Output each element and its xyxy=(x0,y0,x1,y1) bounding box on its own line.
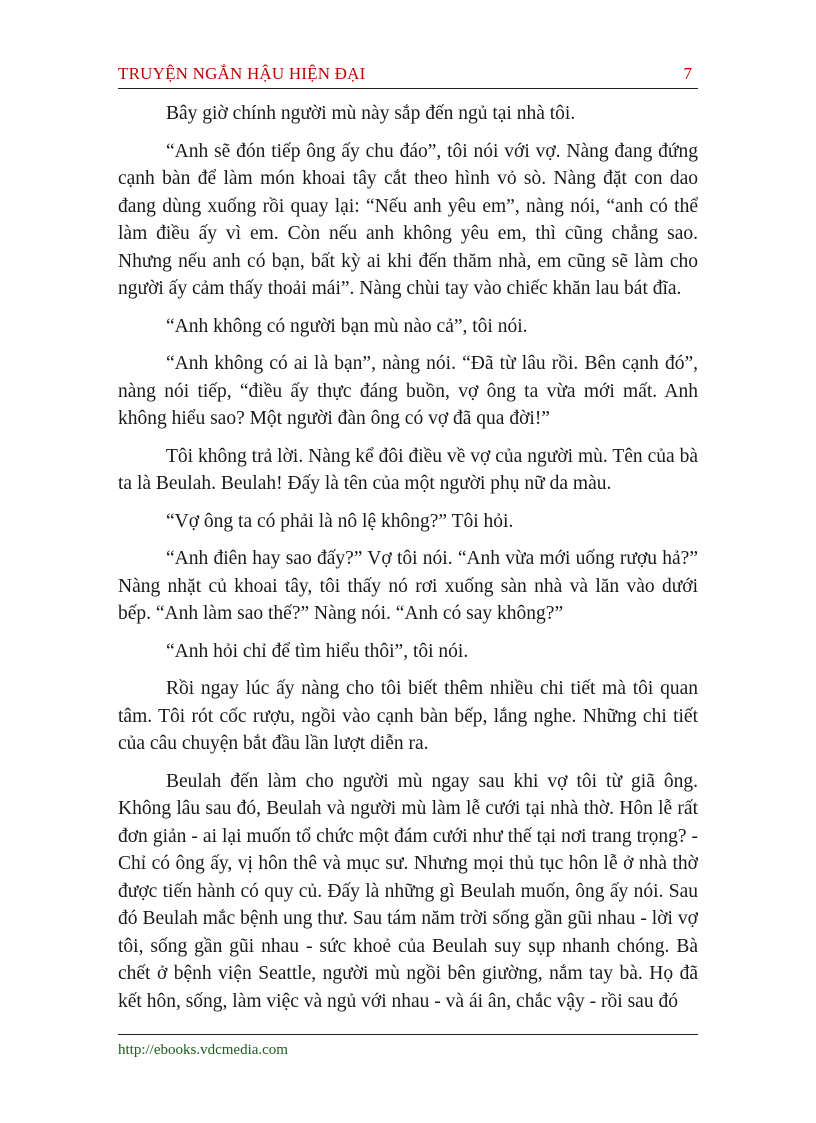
page-header xyxy=(118,64,698,89)
paragraph: “Anh không có người bạn mù nào cả”, tôi nói. xyxy=(166,315,528,337)
paragraph: “Anh điên hay sao đấy?” Vợ tôi nói. “Anh vừa mới uống rượu hả?” Nàng nhặt củ khoai tây, tôi thấy nó rơi xuống sàn nhà và lăn vào dưới bếp. “Anh làm sao thế?” Nàng nói. “Anh có say không?” xyxy=(118,548,698,624)
paragraph: “Anh sẽ đón tiếp ông ấy chu đáo”, tôi nói với vợ. Nàng đang đứng cạnh bàn để làm món khoai tây cắt theo hình vỏ sò. Nàng đặt con dao đang dùng xuống rồi quay lại: “Nếu anh yêu em”, nàng nói, “anh có thể làm điều ấy vì em. Còn nếu anh không yêu em, thì cũng chẳng sao. Nhưng nếu anh có bạn, bất kỳ ai khi đến thăm nhà, em cũng sẽ làm cho người ấy cảm thấy thoải mái”. Nàng chùi tay vào chiếc khăn lau bát đĩa. xyxy=(118,140,698,299)
paragraph: “Anh hỏi chỉ để tìm hiểu thôi”, tôi nói. xyxy=(166,640,469,662)
paragraph: “Anh không có ai là bạn”, nàng nói. “Đã từ lâu rồi. Bên cạnh đó”, nàng nói tiếp, “điều ấy thực đáng buồn, vợ ông ta vừa mới mất. Anh không hiểu sao? Một người đàn ông có vợ đã qua đời!” xyxy=(118,353,698,429)
running-title: TRUYỆN NGẮN HẬU HIỆN ĐẠI xyxy=(118,64,366,83)
paragraph: Bây giờ chính người mù này sắp đến ngủ tại nhà tôi. xyxy=(166,103,576,124)
page-footer xyxy=(118,1034,698,1059)
paragraph: Rồi ngay lúc ấy nàng cho tôi biết thêm nhiều chi tiết mà tôi quan tâm. Tôi rót cốc rượu, ngồi vào cạnh bàn bếp, lắng nghe. Những chi tiết của câu chuyện bắt đầu lần lượt diễn ra. xyxy=(118,678,698,754)
paragraph: “Vợ ông ta có phải là nô lệ không?” Tôi hỏi. xyxy=(166,510,514,532)
paragraph: Tôi không trả lời. Nàng kể đôi điều về vợ của người mù. Tên của bà ta là Beulah. Beulah! Đấy là tên của một người phụ nữ da màu. xyxy=(118,445,698,494)
paragraph: Beulah đến làm cho người mù ngay sau khi vợ tôi từ giã ông. Không lâu sau đó, Beulah và người mù làm lễ cưới tại nhà thờ. Hôn lễ rất đơn giản - ai lại muốn tổ chức một đám cưới như thế tại nơi trang trọng? - Chỉ có ông ấy, vị hôn thê và mục sư. Nhưng mọi thủ tục hôn lễ ở nhà thờ được tiến hành có quy củ. Đấy là những gì Beulah muốn, ông ấy nói. Sau đó Beulah mắc bệnh ung thư. Sau tám năm trời sống gần gũi nhau - lời vợ tôi, sống gần gũi nhau - sức khoẻ của Beulah suy sụp nhanh chóng. Bà chết ở bệnh viện Seattle, người mù ngồi bên giường, nắm tay bà. Họ đã kết hôn, sống, làm việc và ngủ với nhau - và ái ân, chắc vậy - rồi sau đó xyxy=(118,770,698,1012)
source-link[interactable]: http://ebooks.vdcmedia.com xyxy=(118,1042,288,1058)
page-number: 7 xyxy=(683,64,692,83)
story-body xyxy=(118,100,698,1025)
